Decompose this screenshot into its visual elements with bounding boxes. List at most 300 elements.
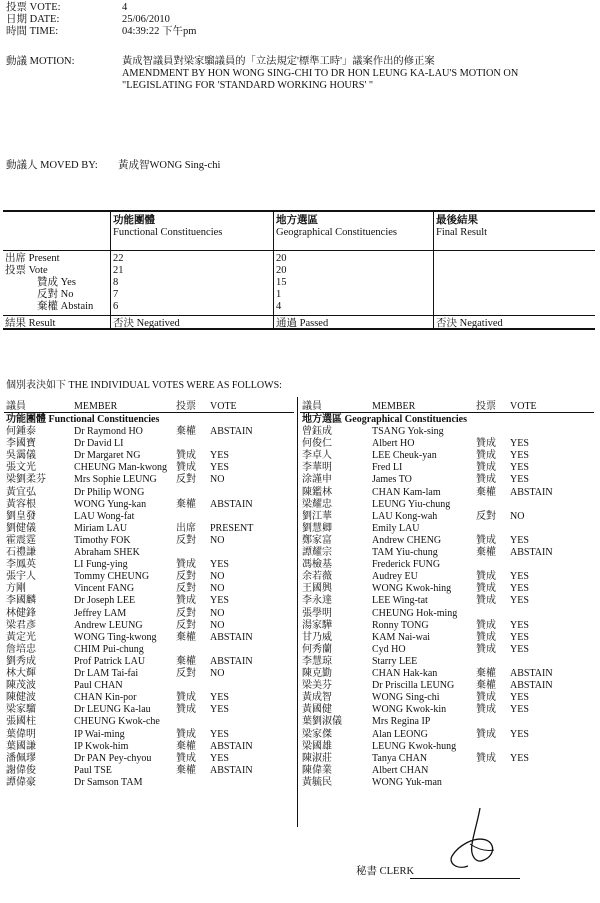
member-name-zh: 何鍾泰 bbox=[6, 426, 36, 437]
member-name-en: Timothy FOK bbox=[74, 534, 131, 546]
vote-zh: 贊成 bbox=[176, 450, 196, 462]
functional-member-row bbox=[0, 716, 296, 728]
member-name-zh: 張國柱 bbox=[6, 716, 36, 728]
functional-member-row bbox=[0, 620, 296, 632]
vote-zh: 贊成 bbox=[176, 704, 196, 716]
geographical-member-row bbox=[298, 620, 594, 632]
vote-en: ABSTAIN bbox=[210, 764, 253, 776]
member-name-en: IP Wai-ming bbox=[74, 728, 125, 740]
functional-member-row bbox=[0, 462, 296, 474]
member-name-zh: 陳鑑林 bbox=[302, 486, 332, 498]
geographical-header-zh: 地方選區 bbox=[276, 215, 318, 226]
member-name-en: Mrs Sophie LEUNG bbox=[74, 474, 157, 486]
member-name-zh: 黃容根 bbox=[6, 498, 36, 510]
vote-zh: 反對 bbox=[176, 668, 196, 679]
member-name-en: CHAN Kam-lam bbox=[372, 486, 441, 498]
member-name-zh: 黃毓民 bbox=[302, 776, 332, 788]
member-name-zh: 余若薇 bbox=[302, 571, 332, 583]
functional-member-row bbox=[0, 583, 296, 595]
geographical-header-en: Geographical Constituencies bbox=[276, 227, 398, 238]
member-name-en: CHIM Pui-chung bbox=[74, 643, 144, 655]
member-name-en: Paul TSE bbox=[74, 764, 112, 776]
member-name-en: Dr David LI bbox=[74, 438, 124, 450]
member-name-en: WONG Yuk-man bbox=[372, 776, 442, 788]
functional-member-row bbox=[0, 608, 296, 620]
member-name-en: Vincent FANG bbox=[74, 583, 135, 595]
member-name-en: Dr LEUNG Ka-lau bbox=[74, 704, 151, 716]
vote-zh: 棄權 bbox=[176, 655, 196, 667]
vote-zh: 贊成 bbox=[476, 450, 496, 462]
functional-member-row bbox=[0, 426, 296, 438]
member-name-en: Jeffrey LAM bbox=[74, 607, 127, 619]
vote-number-label: 投票 VOTE: bbox=[6, 2, 61, 13]
functional-member-row bbox=[0, 559, 296, 571]
geographical-section-title: 地方選區 Geographical Constituencies bbox=[302, 414, 467, 425]
vote-en: YES bbox=[510, 462, 529, 474]
member-name-en: TSANG Yok-sing bbox=[372, 426, 444, 437]
vote-en: ABSTAIN bbox=[510, 680, 553, 692]
mover-label: 動議人 MOVED BY: bbox=[6, 160, 98, 171]
vote-zh: 贊成 bbox=[476, 692, 496, 704]
member-name-zh: 石禮謙 bbox=[6, 547, 36, 558]
member-name-en: Miriam LAU bbox=[74, 522, 128, 534]
member-name-zh: 張學明 bbox=[302, 607, 332, 619]
motion-line-en-2: "LEGISLATING FOR 'STANDARD WORKING HOURS' " bbox=[122, 80, 374, 91]
vote-en: YES bbox=[510, 571, 529, 583]
functional-yes: 8 bbox=[113, 277, 119, 288]
individual-votes-intro: 個別表決如下 THE INDIVIDUAL VOTES WERE AS FOLLOWS: bbox=[6, 380, 282, 391]
vote-en: YES bbox=[510, 704, 529, 716]
vote-zh: 棄權 bbox=[176, 426, 196, 437]
member-name-zh: 林健鋒 bbox=[6, 607, 36, 619]
vote-en: YES bbox=[510, 583, 529, 595]
member-name-zh: 梁家騮 bbox=[6, 704, 36, 716]
vote-zh: 贊成 bbox=[476, 462, 496, 474]
member-name-en: Mrs Regina IP bbox=[372, 716, 431, 728]
geographical-abstain: 4 bbox=[276, 301, 282, 312]
vote-en: YES bbox=[510, 728, 529, 740]
geographical-member-row bbox=[298, 462, 594, 474]
vote-zh: 贊成 bbox=[176, 462, 196, 474]
member-name-zh: 葉劉淑儀 bbox=[302, 716, 342, 728]
functional-no: 7 bbox=[113, 289, 119, 300]
functional-member-row bbox=[0, 523, 296, 535]
vote-en: ABSTAIN bbox=[510, 486, 553, 498]
vote-zh: 反對 bbox=[176, 583, 196, 595]
right-header-vote-zh: 投票 bbox=[476, 401, 496, 412]
vote-zh: 反對 bbox=[176, 474, 196, 486]
final-header-en: Final Result bbox=[436, 227, 488, 238]
member-name-en: Emily LAU bbox=[372, 522, 420, 534]
member-name-zh: 梁國雄 bbox=[302, 740, 332, 752]
member-name-en: KAM Nai-wai bbox=[372, 631, 431, 643]
geographical-member-row bbox=[298, 729, 594, 741]
vote-en: YES bbox=[210, 462, 229, 474]
vote-en: YES bbox=[210, 704, 229, 716]
member-name-en: CHAN Hak-kan bbox=[372, 668, 438, 679]
vote-zh: 贊成 bbox=[476, 704, 496, 716]
member-name-en: CHEUNG Man-kwong bbox=[74, 462, 168, 474]
vote-en: YES bbox=[510, 752, 529, 764]
row-label-vote: 投票 Vote bbox=[5, 265, 48, 276]
geographical-member-row bbox=[298, 583, 594, 595]
functional-member-row bbox=[0, 753, 296, 765]
member-name-en: Audrey EU bbox=[372, 571, 418, 583]
member-name-zh: 梁君彥 bbox=[6, 619, 36, 631]
functional-member-row bbox=[0, 487, 296, 499]
vote-en: YES bbox=[510, 631, 529, 643]
vote-en: YES bbox=[210, 692, 229, 704]
member-name-zh: 陳健波 bbox=[6, 692, 36, 704]
member-name-zh: 林大輝 bbox=[6, 668, 36, 679]
functional-present: 22 bbox=[113, 253, 124, 264]
vote-en: ABSTAIN bbox=[510, 668, 553, 679]
member-name-zh: 梁耀忠 bbox=[302, 498, 332, 510]
geographical-member-row bbox=[298, 644, 594, 656]
geographical-member-row bbox=[298, 608, 594, 620]
member-name-en: Paul CHAN bbox=[74, 680, 123, 692]
geographical-member-row bbox=[298, 511, 594, 523]
summary-table bbox=[3, 210, 595, 330]
member-name-zh: 甘乃威 bbox=[302, 631, 332, 643]
member-name-zh: 李卓人 bbox=[302, 450, 332, 462]
geographical-member-row bbox=[298, 716, 594, 728]
member-name-en: Tommy CHEUNG bbox=[74, 571, 150, 583]
vote-en: YES bbox=[210, 595, 229, 607]
row-label-yes: 贊成 Yes bbox=[37, 277, 76, 288]
time-value: 04:39:22 下午pm bbox=[122, 26, 197, 37]
geographical-member-row bbox=[298, 680, 594, 692]
member-name-zh: 謝偉俊 bbox=[6, 764, 36, 776]
member-name-zh: 劉慧卿 bbox=[302, 522, 332, 534]
geographical-vote: 20 bbox=[276, 265, 287, 276]
vote-zh: 贊成 bbox=[176, 595, 196, 607]
geographical-member-row bbox=[298, 668, 594, 680]
geographical-member-row bbox=[298, 704, 594, 716]
member-name-en: LEUNG Kwok-hung bbox=[372, 740, 457, 752]
vote-en: NO bbox=[210, 474, 225, 486]
vote-zh: 反對 bbox=[476, 510, 496, 522]
vote-zh: 棄權 bbox=[476, 486, 496, 498]
left-header-member-en: MEMBER bbox=[74, 401, 118, 412]
vote-en: YES bbox=[510, 619, 529, 631]
vote-zh: 贊成 bbox=[476, 438, 496, 450]
vote-zh: 贊成 bbox=[476, 571, 496, 583]
member-name-en: CHEUNG Hok-ming bbox=[372, 607, 458, 619]
member-name-en: WONG Yung-kan bbox=[74, 498, 147, 510]
functional-member-row bbox=[0, 704, 296, 716]
vote-en: ABSTAIN bbox=[210, 655, 253, 667]
member-name-zh: 張宇人 bbox=[6, 571, 36, 583]
geographical-member-row bbox=[298, 777, 594, 789]
member-name-en: Andrew LEUNG bbox=[74, 619, 143, 631]
vote-zh: 贊成 bbox=[476, 643, 496, 655]
vote-en: NO bbox=[210, 607, 225, 619]
geographical-member-row bbox=[298, 474, 594, 486]
vote-zh: 棄權 bbox=[176, 631, 196, 643]
vote-en: PRESENT bbox=[210, 522, 254, 534]
geographical-member-row bbox=[298, 438, 594, 450]
left-header-vote-en: VOTE bbox=[210, 401, 237, 412]
member-name-zh: 霍震霆 bbox=[6, 534, 36, 546]
member-name-en: Dr Margaret NG bbox=[74, 450, 141, 462]
functional-member-row bbox=[0, 692, 296, 704]
member-name-zh: 梁劉柔芬 bbox=[6, 474, 46, 486]
vote-en: YES bbox=[510, 438, 529, 450]
functional-member-row bbox=[0, 595, 296, 607]
member-name-zh: 劉皇發 bbox=[6, 510, 36, 522]
geographical-member-row bbox=[298, 535, 594, 547]
member-name-zh: 陳茂波 bbox=[6, 680, 36, 692]
vote-en: NO bbox=[210, 534, 225, 546]
geographical-present: 20 bbox=[276, 253, 287, 264]
member-name-zh: 劉江華 bbox=[302, 510, 332, 522]
motion-text bbox=[122, 56, 592, 92]
member-name-zh: 馮檢基 bbox=[302, 559, 332, 571]
vote-en: YES bbox=[210, 559, 229, 571]
member-name-zh: 涂謹申 bbox=[302, 474, 332, 486]
geographical-member-row bbox=[298, 632, 594, 644]
vote-zh: 出席 bbox=[176, 522, 196, 534]
member-name-zh: 李華明 bbox=[302, 462, 332, 474]
functional-member-row bbox=[0, 765, 296, 777]
final-result: 否決 Negatived bbox=[436, 318, 503, 329]
functional-result: 否決 Negatived bbox=[113, 318, 180, 329]
vote-en: NO bbox=[210, 571, 225, 583]
right-header-member-en: MEMBER bbox=[372, 401, 416, 412]
geographical-no: 1 bbox=[276, 289, 282, 300]
member-name-zh: 李永達 bbox=[302, 595, 332, 607]
member-name-en: IP Kwok-him bbox=[74, 740, 129, 752]
functional-member-row bbox=[0, 680, 296, 692]
member-name-zh: 曾鈺成 bbox=[302, 426, 332, 437]
member-name-en: CHAN Kin-por bbox=[74, 692, 137, 704]
member-name-zh: 梁美芬 bbox=[302, 680, 332, 692]
vote-zh: 棄權 bbox=[476, 668, 496, 679]
member-name-zh: 李國麟 bbox=[6, 595, 36, 607]
vote-zh: 贊成 bbox=[476, 631, 496, 643]
geographical-member-row bbox=[298, 523, 594, 535]
vote-zh: 贊成 bbox=[476, 474, 496, 486]
vote-en: YES bbox=[210, 728, 229, 740]
member-name-en: Alan LEONG bbox=[372, 728, 428, 740]
member-name-zh: 張文光 bbox=[6, 462, 36, 474]
motion-line-en-1: AMENDMENT BY HON WONG SING-CHI TO DR HON LEUNG KA-LAU'S MOTION ON bbox=[122, 68, 519, 79]
member-name-en: WONG Ting-kwong bbox=[74, 631, 157, 643]
vote-zh: 反對 bbox=[176, 534, 196, 546]
vote-zh: 棄權 bbox=[476, 547, 496, 558]
right-header-member-zh: 議員 bbox=[302, 401, 322, 412]
functional-member-row bbox=[0, 474, 296, 486]
member-name-zh: 劉健儀 bbox=[6, 522, 36, 534]
geographical-member-row bbox=[298, 741, 594, 753]
member-name-en: James TO bbox=[372, 474, 412, 486]
member-name-en: Starry LEE bbox=[372, 655, 418, 667]
member-name-en: LEE Wing-tat bbox=[372, 595, 428, 607]
vote-zh: 贊成 bbox=[176, 692, 196, 704]
vote-zh: 棄權 bbox=[176, 498, 196, 510]
vote-en: YES bbox=[510, 474, 529, 486]
row-label-abstain: 棄權 Abstain bbox=[37, 301, 94, 312]
member-name-en: Abraham SHEK bbox=[74, 547, 140, 558]
member-name-zh: 鄭家富 bbox=[302, 534, 332, 546]
member-name-en: Tanya CHAN bbox=[372, 752, 428, 764]
geographical-member-row bbox=[298, 426, 594, 438]
vote-en: YES bbox=[210, 752, 229, 764]
vote-en: NO bbox=[210, 619, 225, 631]
vote-zh: 棄權 bbox=[176, 764, 196, 776]
member-name-en: Cyd HO bbox=[372, 643, 406, 655]
vote-zh: 反對 bbox=[176, 571, 196, 583]
geographical-result: 通過 Passed bbox=[276, 318, 329, 329]
functional-member-row bbox=[0, 499, 296, 511]
functional-section-title: 功能團體 Functional Constituencies bbox=[6, 414, 160, 425]
vote-zh: 贊成 bbox=[176, 559, 196, 571]
functional-member-row bbox=[0, 741, 296, 753]
member-name-zh: 何秀蘭 bbox=[302, 643, 332, 655]
member-name-en: WONG Kwok-hing bbox=[372, 583, 452, 595]
member-name-zh: 王國興 bbox=[302, 583, 332, 595]
member-name-en: LAU Wong-fat bbox=[74, 510, 135, 522]
member-name-zh: 陳偉業 bbox=[302, 764, 332, 776]
member-name-zh: 李國寶 bbox=[6, 438, 36, 450]
clerk-signature bbox=[440, 800, 500, 880]
vote-zh: 贊成 bbox=[176, 728, 196, 740]
functional-header-en: Functional Constituencies bbox=[113, 227, 223, 238]
functional-member-row bbox=[0, 535, 296, 547]
geographical-member-row bbox=[298, 571, 594, 583]
functional-vote: 21 bbox=[113, 265, 124, 276]
member-name-zh: 方剛 bbox=[6, 583, 26, 595]
functional-member-row bbox=[0, 668, 296, 680]
member-name-en: Andrew CHENG bbox=[372, 534, 442, 546]
member-name-zh: 湯家驊 bbox=[302, 619, 332, 631]
geographical-member-row bbox=[298, 656, 594, 668]
geographical-member-row bbox=[298, 487, 594, 499]
functional-member-row bbox=[0, 644, 296, 656]
member-name-en: CHEUNG Kwok-che bbox=[74, 716, 160, 728]
member-name-zh: 陳淑莊 bbox=[302, 752, 332, 764]
member-name-zh: 黃成智 bbox=[302, 692, 332, 704]
member-name-en: Dr LAM Tai-fai bbox=[74, 668, 139, 679]
member-name-en: Dr PAN Pey-chyou bbox=[74, 752, 152, 764]
member-name-zh: 陳克勤 bbox=[302, 668, 332, 679]
vote-zh: 贊成 bbox=[476, 619, 496, 631]
vote-zh: 贊成 bbox=[476, 534, 496, 546]
functional-member-row bbox=[0, 547, 296, 559]
member-name-zh: 何俊仁 bbox=[302, 438, 332, 450]
geographical-member-row bbox=[298, 595, 594, 607]
member-name-zh: 黃國健 bbox=[302, 704, 332, 716]
functional-member-row bbox=[0, 729, 296, 741]
vote-en: YES bbox=[210, 450, 229, 462]
member-name-zh: 李慧琼 bbox=[302, 655, 332, 667]
vote-zh: 反對 bbox=[176, 619, 196, 631]
row-label-result: 結果 Result bbox=[5, 318, 56, 329]
member-name-en: Frederick FUNG bbox=[372, 559, 441, 571]
left-header-vote-zh: 投票 bbox=[176, 401, 196, 412]
member-name-zh: 譚偉豪 bbox=[6, 776, 36, 788]
geographical-yes: 15 bbox=[276, 277, 287, 288]
member-name-zh: 黃宜弘 bbox=[6, 486, 36, 498]
geographical-member-row bbox=[298, 559, 594, 571]
vote-zh: 贊成 bbox=[476, 595, 496, 607]
member-name-en: Prof Patrick LAU bbox=[74, 655, 146, 667]
geographical-member-row bbox=[298, 547, 594, 559]
member-name-en: Dr Priscilla LEUNG bbox=[372, 680, 455, 692]
member-name-en: Albert CHAN bbox=[372, 764, 429, 776]
member-name-en: LAU Kong-wah bbox=[372, 510, 438, 522]
vote-zh: 贊成 bbox=[476, 752, 496, 764]
date-value: 25/06/2010 bbox=[122, 14, 170, 25]
vote-en: YES bbox=[510, 595, 529, 607]
vote-en: ABSTAIN bbox=[210, 740, 253, 752]
member-name-en: WONG Kwok-kin bbox=[372, 704, 447, 716]
geographical-member-row bbox=[298, 692, 594, 704]
functional-member-row bbox=[0, 438, 296, 450]
vote-zh: 贊成 bbox=[476, 583, 496, 595]
vote-en: ABSTAIN bbox=[510, 547, 553, 558]
vote-en: ABSTAIN bbox=[210, 426, 253, 437]
functional-member-row bbox=[0, 656, 296, 668]
functional-header-zh: 功能團體 bbox=[113, 215, 155, 226]
member-name-zh: 黃定光 bbox=[6, 631, 36, 643]
final-header-zh: 最後結果 bbox=[436, 215, 478, 226]
geographical-member-row bbox=[298, 499, 594, 511]
time-label: 時間 TIME: bbox=[6, 26, 59, 37]
member-name-zh: 葉偉明 bbox=[6, 728, 36, 740]
mover-value: 黃成智WONG Sing-chi bbox=[118, 160, 221, 171]
member-name-zh: 梁家傑 bbox=[302, 728, 332, 740]
functional-member-row bbox=[0, 571, 296, 583]
member-name-zh: 劉秀成 bbox=[6, 655, 36, 667]
member-name-zh: 葉國謙 bbox=[6, 740, 36, 752]
functional-member-row bbox=[0, 777, 296, 789]
member-name-en: WONG Sing-chi bbox=[372, 692, 440, 704]
vote-en: YES bbox=[510, 450, 529, 462]
vote-number-value: 4 bbox=[122, 2, 128, 13]
member-name-zh: 李鳳英 bbox=[6, 559, 36, 571]
member-name-en: Dr Joseph LEE bbox=[74, 595, 136, 607]
left-header-member-zh: 議員 bbox=[6, 401, 26, 412]
vote-en: ABSTAIN bbox=[210, 631, 253, 643]
clerk-signature-line bbox=[410, 878, 520, 879]
clerk-label: 秘書 CLERK bbox=[356, 866, 415, 877]
functional-abstain: 6 bbox=[113, 301, 119, 312]
member-name-zh: 吳靄儀 bbox=[6, 450, 36, 462]
geographical-member-row bbox=[298, 753, 594, 765]
member-name-zh: 潘佩璆 bbox=[6, 752, 36, 764]
vote-en: ABSTAIN bbox=[210, 498, 253, 510]
functional-member-row bbox=[0, 632, 296, 644]
member-name-en: Ronny TONG bbox=[372, 619, 429, 631]
member-name-en: LEUNG Yiu-chung bbox=[372, 498, 451, 510]
date-label: 日期 DATE: bbox=[6, 14, 60, 25]
geographical-member-row bbox=[298, 450, 594, 462]
functional-member-row bbox=[0, 511, 296, 523]
member-name-en: Albert HO bbox=[372, 438, 415, 450]
member-name-en: TAM Yiu-chung bbox=[372, 547, 438, 558]
row-label-no: 反對 No bbox=[37, 289, 74, 300]
vote-en: YES bbox=[510, 534, 529, 546]
vote-en: NO bbox=[210, 668, 225, 679]
vote-en: NO bbox=[510, 510, 525, 522]
member-name-en: Dr Samson TAM bbox=[74, 776, 143, 788]
vote-en: YES bbox=[510, 643, 529, 655]
member-name-zh: 譚耀宗 bbox=[302, 547, 332, 558]
vote-zh: 反對 bbox=[176, 607, 196, 619]
geographical-member-row bbox=[298, 765, 594, 777]
